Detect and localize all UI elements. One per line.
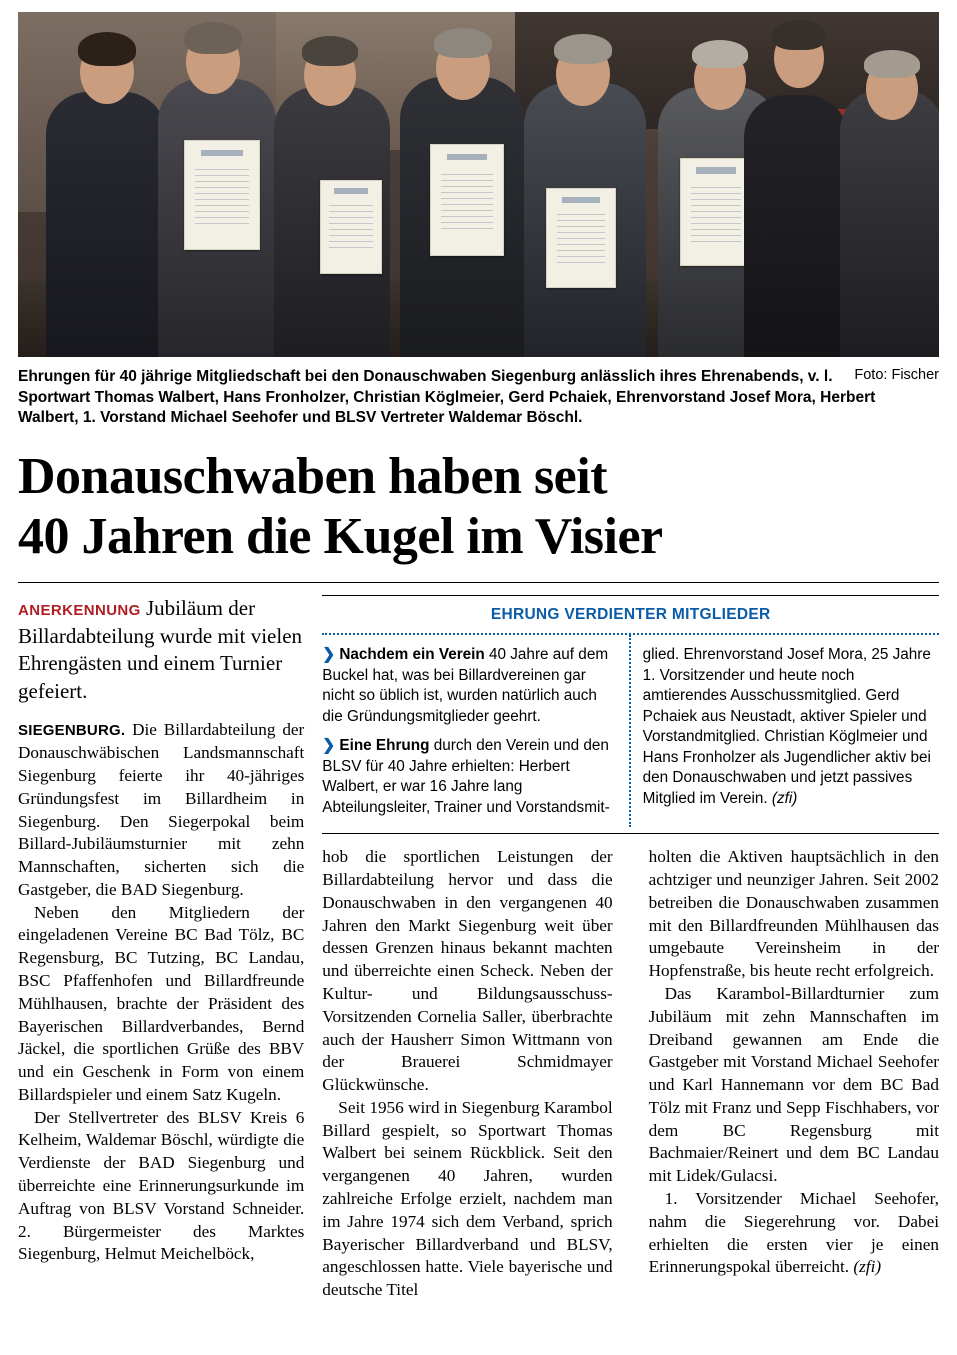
chevron-right-icon: ❯	[322, 646, 336, 664]
article-kicker: ANERKENNUNG	[18, 602, 141, 620]
photo-hair-7	[772, 20, 826, 50]
paragraph-text: 1. Vorsitzender Michael Seehofer, nahm die Siegerehrung vor. Dabei erhielten die ersten vier je einen Erinnerungspokal überreicht.	[648, 1189, 939, 1277]
photo-hair-8	[864, 50, 920, 78]
photo-certificate-2	[320, 180, 382, 274]
info-box-item	[322, 645, 616, 727]
article-top-columns	[18, 583, 939, 1302]
paragraph: Der Stellvertreter des BLSV Kreis 6 Kelheim, Waldemar Böschl, würdigte die Verdienste der BAD Siegenburg und überreichte eine Erinnerungsurkunde im Auftrag von BLSV Vorstand Schneider. 2. Bürgermeister des Marktes Siegenburg, Helmut Meichelböck,	[18, 1107, 305, 1264]
info-box-item-lead: Nachdem ein Verein	[339, 646, 485, 664]
photo-person-7	[744, 95, 848, 357]
article-signature: (zfi)	[853, 1257, 882, 1277]
headline-line-2: 40 Jahren die Kugel im Visier	[18, 507, 663, 565]
photo-hair-4	[434, 28, 492, 58]
article-column-2	[322, 834, 630, 1302]
article-body-column-1	[18, 719, 304, 1266]
paragraph: Das Karambol-Billardturnier zum Jubiläum mit zehn Mannschaften im Dreiband gewannen am Ende die Gastgeber mit Vorstand Michael Seehofer und Karl Hannemann vor dem BC Bad Tölz mit Franz und Sepp Fischhabers, vor dem BC Regensburg mit Bachmaier/Reinert und dem BC Landau mit Lidek/Gulacsi.	[648, 983, 939, 1186]
photo-caption	[18, 367, 939, 429]
article-continued-columns	[322, 834, 939, 1302]
photo-person-1	[46, 92, 166, 357]
info-box-item	[322, 736, 616, 818]
photo-credit: Foto: Fischer	[854, 367, 939, 383]
photo-hair-5	[554, 34, 612, 64]
info-box-title: EHRUNG VERDIENTER MITGLIEDER	[322, 596, 939, 635]
info-box-item-text: durch den Verein und den BLSV für 40 Jahre erhielten: Herbert Walbert, er war 16 Jahre lang Abteilungsleiter, Trainer und Vorstandsmit-	[322, 737, 610, 816]
photo-hair-1	[78, 32, 136, 66]
newspaper-page	[0, 12, 957, 1355]
article-dateline: SIEGENBURG.	[18, 722, 126, 740]
info-box-item	[643, 645, 939, 809]
paragraph: holten die Aktiven hauptsächlich in den achtziger und neunziger Jahren. Seit 2002 betreiben die Donauschwaben zusammen mit den Billardfreunden Mühlhausen das umgebaute Vereinsheim in der Hopfenstraße, bis heute recht erfolgreich.	[648, 847, 939, 981]
photo-hair-3	[302, 36, 358, 66]
paragraph-text: Die Billardabteilung der Donauschwäbischen Landsmannschaft Siegenburg feierte ihr 40-jähriges Gründungsfest im Billardheim in Siegenburg. Den Siegerpokal beim Billard-Jubiläumsturnier mit zehn Mannschaften, sicherten sich die Gastgeber, die BAD Siegenburg.	[18, 720, 305, 899]
photo-hair-2	[184, 22, 242, 54]
chevron-right-icon: ❯	[322, 737, 336, 755]
headline-line-1: Donauschwaben haben seit	[18, 447, 608, 505]
photo-hair-6	[692, 40, 748, 68]
info-box	[322, 595, 939, 834]
photo-caption-text: Ehrungen für 40 jährige Mitgliedschaft bei den Donauschwaben Siegenburg anlässlich ihres Ehrenabends, v. l. Sportwart Thomas Walbert, Hans Fronholzer, Christian Köglmeier, Gerd Pchaiek, Ehrenvorstand Josef Mora, Herbert Walbert, 1. Vorstand Michael Seehofer und BLSV Vertreter Waldemar Böschl.	[18, 368, 876, 427]
paragraph	[649, 1188, 939, 1279]
info-box-columns	[322, 635, 939, 827]
article-column-3	[631, 834, 939, 1302]
photo-background	[18, 12, 939, 357]
article-right-area	[322, 583, 939, 1302]
paragraph	[18, 719, 304, 901]
article-photo	[18, 12, 939, 357]
info-box-column-left	[322, 635, 630, 827]
photo-certificate-5	[680, 158, 752, 266]
info-box-item-lead: Eine Ehrung	[339, 737, 430, 755]
article-column-1	[18, 583, 322, 1302]
article-lede	[18, 595, 304, 705]
paragraph: Seit 1956 wird in Siegenburg Karambol Billard gespielt, so Sportwart Thomas Walbert bei seinem Rückblick. Seit den vergangenen 40 Jahren, wurden zahlreiche Erfolge erzielt, nachdem man im Jahre 1974 sich dem Verband, sprich Bayerischer Billardverband und BLSV, angeschlossen hatte. Viele bayerische und deutsche Titel	[322, 1097, 613, 1300]
info-box-item-text: glied. Ehrenvorstand Josef Mora, 25 Jahre 1. Vorsitzender und heute noch amtierendes Ausschussmitglied. Gerd Pchaiek aus Neustadt, aktiver Spieler und Vorstandmitglied. Christian Köglmeier und Hans Fronholzer als Jugendlicher aktiv bei den Donauschwaben und jetzt passives Mitglied im Verein.	[642, 646, 931, 807]
paragraph: Neben den Mitgliedern der eingeladenen Vereine BC Bad Tölz, BC Regensburg, BC Tutzing, BC Landau, BSC Pfaffenhofen und Billardfreunde Mühlhausen, brachte der Präsident des Bayerischen Billardverbandes, Bernd Jäckel, die sportlichen Grüße des BBV und ein Geschenk in Form von einem Billardspieler und einem Satz Kugeln.	[18, 902, 305, 1104]
paragraph: hob die sportlichen Leistungen der Billardabteilung hervor und dass die Donauschwaben in den vergangenen 40 Jahren den Markt Siegenburg weit über dessen Grenzen hinaus bekannt machten und überreichte einen Scheck. Neben der Kultur- und Bildungsausschuss-Vorsitzenden Cornelia Saller, überbrachte auch der Hausherr Simon Wittmann von der Brauerei Schmidmayer Glückwünsche.	[322, 847, 613, 1095]
article-lede-text: Jubiläum der Billardabteilung wurde mit vielen Ehrengästen und einem Turnier gefeiert.	[18, 596, 303, 703]
info-box-item-text: 40 Jahre auf dem Buckel hat, was bei Billardvereinen gar nicht so üblich ist, wurden natürlich auch die Gründungsmitglieder geehrt.	[322, 646, 609, 725]
photo-certificate-4	[546, 188, 616, 288]
photo-certificate-1	[184, 140, 260, 250]
page-title	[18, 447, 939, 567]
info-box-signature: (zfi)	[771, 789, 798, 807]
info-box-column-right	[631, 635, 939, 827]
photo-certificate-3	[430, 144, 504, 256]
photo-person-8	[840, 89, 939, 357]
